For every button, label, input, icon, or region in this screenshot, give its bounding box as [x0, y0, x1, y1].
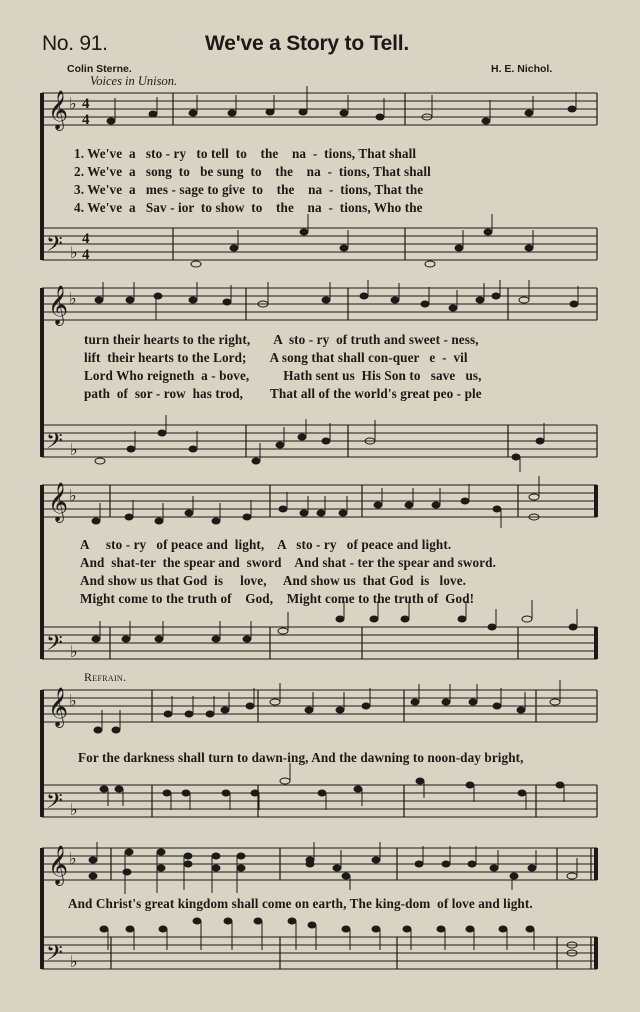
svg-text:𝄞: 𝄞 [48, 285, 69, 325]
verse-2-line: 2. We've a song to be sung to the na - tions, That shall [74, 164, 431, 179]
composer-credit: H. E. Nichol. [491, 63, 553, 75]
svg-text:♭: ♭ [70, 243, 78, 262]
svg-text:𝄞: 𝄞 [48, 482, 69, 522]
svg-text:♭: ♭ [70, 642, 78, 661]
verse-4-line: Might come to the truth of God, Might come to the truth of God! [80, 591, 475, 606]
refrain-label: Refrain. [84, 670, 127, 684]
svg-text:4: 4 [82, 247, 90, 263]
svg-text:4: 4 [82, 96, 90, 112]
lyricist-credit: Colin Sterne. [67, 63, 132, 75]
svg-text:𝄞: 𝄞 [48, 687, 69, 727]
svg-text:𝄢: 𝄢 [46, 789, 63, 819]
hymn-title: We've a Story to Tell. [205, 32, 410, 55]
svg-text:4: 4 [82, 112, 90, 128]
svg-text:♭: ♭ [69, 289, 77, 308]
svg-text:♭: ♭ [69, 691, 77, 710]
svg-text:♭: ♭ [70, 440, 78, 459]
verse-1-line: A sto - ry of peace and light, A sto - ry of peace and light. [80, 537, 452, 552]
svg-text:♭: ♭ [69, 486, 77, 505]
verse-4-line: path of sor - row has trod, That all of the world's great peo - ple [84, 386, 482, 401]
svg-text:♭: ♭ [70, 800, 78, 819]
svg-text:𝄢: 𝄢 [46, 941, 63, 971]
verse-3-line: 3. We've a mes - sage to give to the na - tions, That the [74, 182, 424, 197]
svg-text:𝄢: 𝄢 [46, 631, 63, 661]
verse-3-line: And show us that God is love, And show us that God is love. [80, 573, 467, 588]
svg-text:4: 4 [82, 231, 90, 247]
verse-3-line: Lord Who reigneth a - bove, Hath sent us His Son to save us, [84, 368, 482, 383]
performance-direction: Voices in Unison. [90, 74, 178, 88]
refrain-line-1: For the darkness shall turn to dawn-ing, And the dawning to noon-day bright, [78, 750, 524, 765]
svg-text:𝄞: 𝄞 [48, 90, 69, 130]
verse-2-line: lift their hearts to the Lord; A song that shall con-quer e - vil [84, 350, 468, 365]
verse-2-line: And shat-ter the spear and sword And shat - ter the spear and sword. [80, 555, 497, 570]
svg-text:♭: ♭ [69, 849, 77, 868]
hymn-number: No. 91. [42, 32, 108, 55]
verse-1-line: turn their hearts to the right, A sto - ry of truth and sweet - ness, [84, 332, 479, 347]
refrain-line-2: And Christ's great kingdom shall come on earth, The king-dom of love and light. [68, 896, 533, 911]
svg-text:𝄞: 𝄞 [48, 845, 69, 885]
svg-text:♭: ♭ [70, 952, 78, 971]
svg-text:𝄢: 𝄢 [46, 429, 63, 459]
svg-text:♭: ♭ [69, 94, 77, 113]
verse-1-line: 1. We've a sto - ry to tell to the na - tions, That shall [74, 146, 417, 161]
svg-text:𝄢: 𝄢 [46, 232, 63, 262]
verse-4-line: 4. We've a Sav - ior to show to the na - tions, Who the [74, 200, 423, 215]
